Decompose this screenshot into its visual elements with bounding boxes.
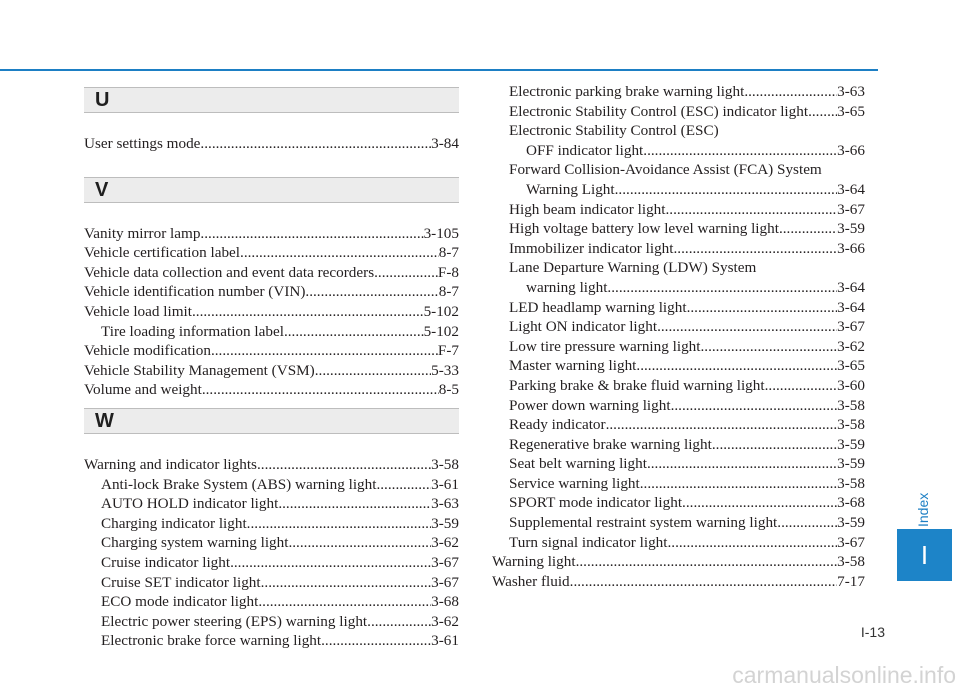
entry-label: Volume and weight [84,381,202,399]
entry-page: 3-59 [431,514,459,532]
entry-page: 7-17 [837,572,865,590]
index-column-right [492,82,865,591]
index-subentry [492,317,865,337]
entry-page: 3-66 [837,239,865,257]
entry-page: 3-67 [837,318,865,336]
index-subentry [492,376,865,396]
entry-page: 3-84 [431,135,459,152]
entry-label: Parking brake & brake fluid warning light [509,376,765,394]
index-entry [492,572,865,592]
entry-label: Power down warning light [509,396,671,414]
entry-page: 3-59 [837,435,865,453]
leader-dots [712,435,837,455]
index-subentry [84,322,459,342]
index-subentry [492,435,865,455]
index-subentry [84,514,459,534]
entry-label: Cruise SET indicator light [101,573,261,591]
leader-dots [374,263,438,283]
index-subentry [84,475,459,495]
entry-page: 3-67 [837,533,865,551]
entry-page: 8-5 [438,381,459,399]
leader-dots [687,298,838,318]
entry-label: Regenerative brake warning light [509,435,712,453]
index-subentry [492,219,865,239]
index-entry [84,282,459,302]
index-subentry [492,513,865,533]
entry-label: Low tire pressure warning light [509,337,701,355]
leader-dots [640,474,837,494]
entry-page: 5-102 [423,302,459,320]
entry-page: 8-7 [438,244,459,262]
index-subentry [492,82,865,102]
leader-dots [278,494,431,514]
entry-page: 3-58 [837,474,865,492]
entry-label: LED headlamp warning light [509,298,687,316]
entry-label: OFF indicator light [526,141,644,159]
section-header-u [84,87,459,113]
index-subentry [84,612,459,632]
index-entry [84,380,459,400]
entry-label: Vanity mirror lamp [84,224,201,242]
index-subentry [492,200,865,220]
leader-dots [305,282,438,302]
index-entry [84,243,459,263]
index-entry [492,552,865,572]
index-subentry [492,239,865,259]
index-entry [84,134,459,154]
leader-dots [808,102,837,122]
entry-page: 5-33 [431,361,459,379]
leader-dots [247,514,431,534]
index-subentry [84,592,459,612]
leader-dots [367,612,431,632]
section-letter: W [95,409,114,432]
entry-label: Charging indicator light [101,514,247,532]
index-column-left [84,82,459,651]
entry-label: Vehicle load limit [84,302,192,320]
entry-label: Charging system warning light [101,534,289,552]
entry-page: 3-67 [837,200,865,218]
entry-label: Electric power steering (EPS) warning light [101,612,368,630]
entry-label: Vehicle data collection and event data recorders [84,263,375,281]
leader-dots [682,493,837,513]
entry-label: AUTO HOLD indicator light [101,495,279,513]
index-entry [84,455,459,475]
index-subentry [84,553,459,573]
entry-label: Vehicle Stability Management (VSM) [84,361,315,379]
index-subentry [492,180,865,200]
index-tab-label[interactable]: Index [915,492,931,528]
leader-dots [240,243,439,263]
leader-dots [765,376,838,396]
entry-label: High voltage battery low level warning light [509,220,779,238]
entry-page: 3-58 [837,396,865,414]
entry-label: Supplemental restraint system warning light [509,514,778,532]
index-subentry [84,533,459,553]
index-subentry [492,102,865,122]
entry-label: Warning Light [526,180,615,198]
leader-dots [315,361,431,381]
entry-page: 3-61 [431,632,459,650]
entry-label: High beam indicator light [509,200,666,218]
leader-dots [570,572,838,592]
section-letter: U [95,89,110,111]
entry-page: 3-58 [837,416,865,434]
leader-dots [647,454,837,474]
leader-dots [261,573,432,593]
entry-page: F-7 [437,342,459,360]
entry-label: Cruise indicator light [101,553,231,571]
entry-label: Warning and indicator lights [84,455,257,473]
leader-dots [643,141,837,161]
entry-page: 3-58 [837,553,865,571]
leader-dots [777,513,837,533]
leader-dots [665,200,837,220]
index-subentry [492,533,865,553]
entry-page: 3-105 [423,224,459,242]
entry-label: Seat belt warning light [509,455,647,473]
leader-dots [744,82,837,102]
entry-page: 3-64 [837,298,865,316]
entry-label: Tire loading information label [101,322,284,340]
index-entry [84,263,459,283]
index-entry [84,361,459,381]
entry-page: 3-62 [837,337,865,355]
leader-dots [636,356,837,376]
leader-dots [321,631,431,651]
leader-dots [200,224,423,244]
entry-page: 3-59 [837,220,865,238]
index-subentry [492,493,865,513]
entry-label: Electronic Stability Control (ESC) indicator light [509,102,809,120]
leader-dots [606,415,838,435]
entry-label-line1: Lane Departure Warning (LDW) System [509,259,757,277]
leader-dots [258,592,431,612]
index-subentry [492,415,865,435]
entry-page: 3-59 [837,455,865,473]
index-subentry [492,474,865,494]
entry-page: 3-64 [837,180,865,198]
page-number: I-13 [860,624,885,640]
entry-label: Master warning light [509,357,637,375]
entry-page: 3-61 [431,475,459,493]
index-subentry [492,141,865,161]
entry-page: 3-59 [837,514,865,532]
entry-page: 3-67 [431,553,459,571]
leader-dots [607,278,837,298]
entry-page: 3-66 [837,141,865,159]
entry-label: User settings mode [84,135,201,152]
leader-dots [257,455,431,475]
entry-page: 3-60 [837,376,865,394]
entry-label: Washer fluid [492,572,570,590]
entry-page: 3-65 [837,102,865,120]
leader-dots [288,533,431,553]
entry-page: 8-7 [438,283,459,301]
leader-dots [576,552,838,572]
index-entry [84,341,459,361]
entry-page: 3-63 [837,83,865,100]
entry-page: 3-63 [431,495,459,513]
entry-label: Ready indicator [509,416,606,434]
entry-label: Warning light [492,553,576,571]
index-subentry [84,631,459,651]
entry-label-line1: Forward Collision-Avoidance Assist (FCA) System [509,161,822,179]
entry-page: 3-65 [837,357,865,375]
index-subentry [84,573,459,593]
index-subentry [492,337,865,357]
entry-page: F-8 [437,263,459,281]
entry-label: Electronic brake force warning light [101,632,322,650]
index-subentry [492,396,865,416]
section-letter: V [95,178,109,201]
entry-page: 3-68 [431,593,459,611]
section-header-v [84,177,459,203]
index-subentry [492,356,865,376]
entry-page: 3-67 [431,573,459,591]
entry-page: 3-58 [431,455,459,473]
entry-label-line1: Electronic Stability Control (ESC) [509,122,719,140]
entry-page: 3-62 [431,612,459,630]
entry-label: warning light [526,278,608,296]
entry-label: ECO mode indicator light [101,593,259,611]
entry-label: Vehicle modification [84,342,211,360]
leader-dots [192,302,424,322]
leader-dots [667,533,837,553]
entry-label: Turn signal indicator light [509,533,668,551]
index-tab-letter[interactable]: I [897,529,952,581]
index-entry [84,224,459,244]
leader-dots [284,322,424,342]
index-subentry [492,298,865,318]
entry-label: Service warning light [509,474,640,492]
entry-label: Vehicle identification number (VIN) [84,283,306,301]
entry-label: Immobilizer indicator light [509,239,674,257]
header-rule [0,69,878,71]
leader-dots [211,341,438,361]
index-subentry [492,454,865,474]
index-subentry [84,494,459,514]
leader-dots [671,396,838,416]
entry-label: Anti-lock Brake System (ABS) warning light [101,475,377,493]
entry-page: 5-102 [423,322,459,340]
leader-dots [615,180,838,200]
leader-dots [700,337,837,357]
entry-page: 3-64 [837,278,865,296]
entry-label: Light ON indicator light [509,318,658,336]
entry-label: Vehicle certification label [84,244,241,262]
entry-label: SPORT mode indicator light [509,494,683,512]
watermark: carmanualsonline.info [732,662,956,688]
leader-dots [779,219,837,239]
entry-label: Electronic parking brake warning light [509,83,745,100]
leader-dots [674,239,838,259]
leader-dots [657,317,837,337]
index-subentry [492,278,865,298]
entry-page: 3-62 [431,534,459,552]
section-header-w [84,408,459,434]
entry-page: 3-68 [837,494,865,512]
leader-dots [230,553,431,573]
leader-dots [376,475,431,495]
index-entry [84,302,459,322]
leader-dots [200,134,431,154]
leader-dots [202,380,439,400]
